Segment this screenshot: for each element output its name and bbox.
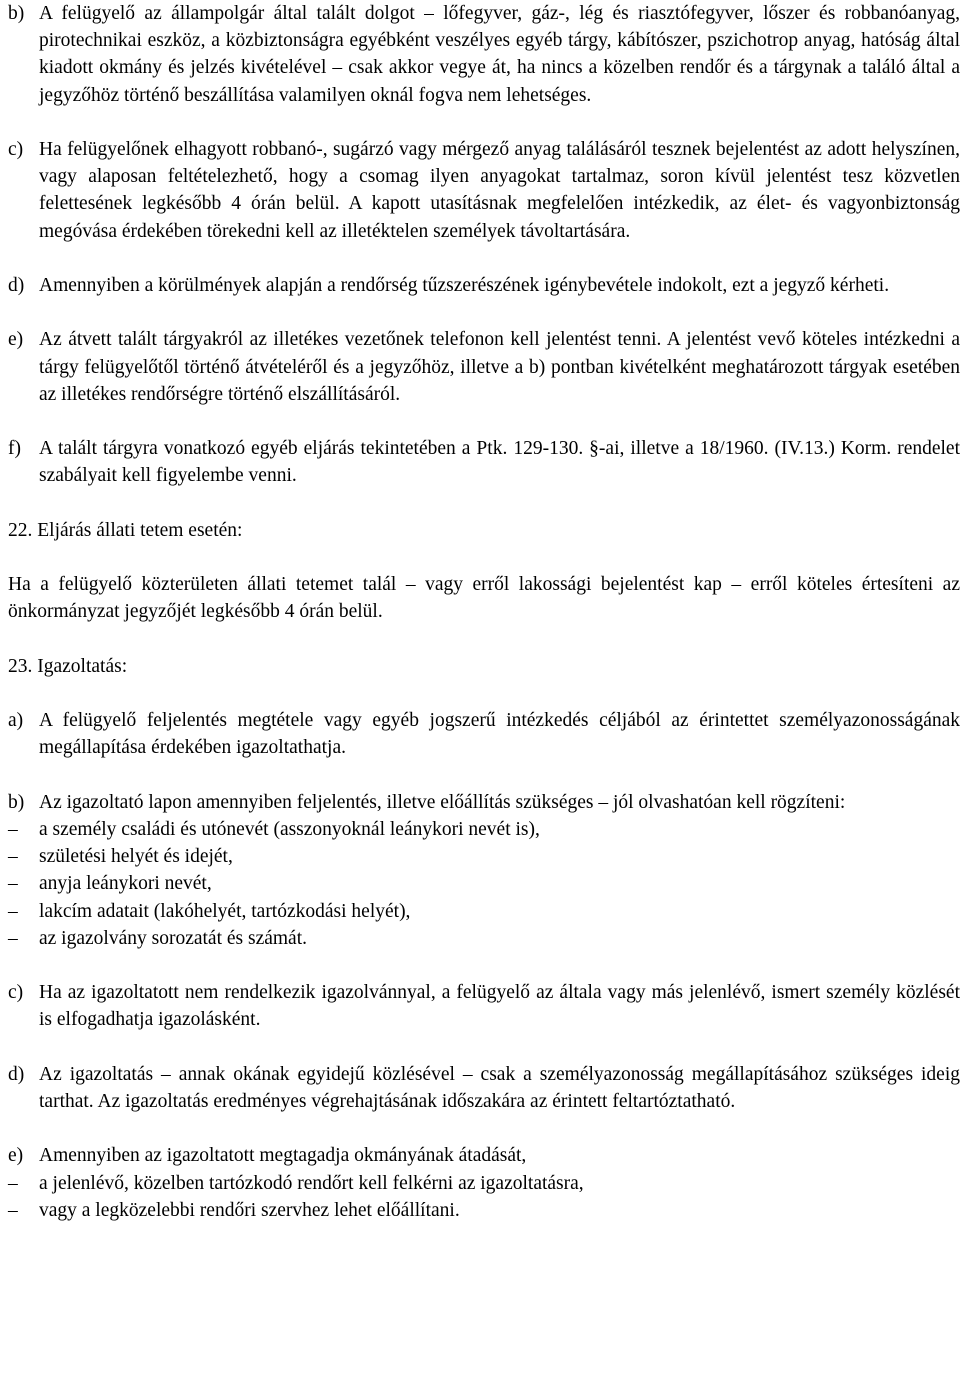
dash-marker: – xyxy=(8,927,18,949)
paragraph-c-hazardous-material xyxy=(8,136,960,245)
list-item-text: vagy a legközelebbi rendőri szervhez lehet előállítani. xyxy=(39,1199,460,1221)
list-item-text: lakcím adatait (lakóhelyét, tartózkodási helyét), xyxy=(39,900,411,922)
list-item xyxy=(8,1197,960,1224)
dash-marker: – xyxy=(8,818,18,840)
paragraph-d-bomb-squad xyxy=(8,272,960,299)
list-marker: d) xyxy=(8,275,25,296)
paragraph-text: A felügyelő az állampolgár által talált dolgot – lőfegyver, gáz-, lég és riasztófegyver, lőszer és robbanóanyag, pirotechnikai eszköz, a közbiztonságra egyébként veszélyes egyéb tárgy, kábítószer, pszichotrop anyag, hatóság által kiadott okmány és jelzés kivételével – csak akkor vegye át, ha nincs a közelben rendőr és a tárgynak a találó által a jegyzőhöz történő beszállítása valamilyen oknál fogva nem lehetséges. xyxy=(39,3,960,106)
paragraph-23c xyxy=(8,979,960,1033)
list-item xyxy=(8,925,960,952)
paragraph-f-procedure xyxy=(8,435,960,489)
section-title: Igazoltatás: xyxy=(37,655,128,677)
paragraph-b-found-items xyxy=(8,0,960,109)
section-number: 23. xyxy=(8,655,33,677)
paragraph-text: Az igazoltató lapon amennyiben feljelentés, illetve előállítás szükséges – jól olvashatóan kell rögzíteni: xyxy=(39,791,846,813)
list-marker: a) xyxy=(8,710,24,732)
list-marker: b) xyxy=(8,3,25,24)
dash-marker: – xyxy=(8,900,18,922)
list-item xyxy=(8,843,960,870)
list-item-text: születési helyét és idejét, xyxy=(39,846,233,868)
list-marker: e) xyxy=(8,329,24,351)
paragraph-text: Amennyiben a körülmények alapján a rendőrség tűzszerészének igénybevétele indokolt, ezt a jegyző kérheti. xyxy=(39,275,890,296)
paragraph-23d xyxy=(8,1061,960,1115)
paragraph-e-reporting xyxy=(8,326,960,408)
section-number: 22. xyxy=(8,519,33,541)
list-marker: c) xyxy=(8,139,24,160)
paragraph-23e xyxy=(8,1142,960,1169)
list-item-text: anyja leánykori nevét, xyxy=(39,873,212,895)
paragraph-text: A talált tárgyra vonatkozó egyéb eljárás tekintetében a Ptk. 129-130. §-ai, illetve a 18/1960. (IV.13.) Korm. rendelet szabályait kell figyelembe venni. xyxy=(39,438,960,487)
list-marker: f) xyxy=(8,438,21,460)
section-23-heading xyxy=(8,653,960,680)
list-item xyxy=(8,816,960,843)
paragraph-text: Ha felügyelőnek elhagyott robbanó-, sugárzó vagy mérgező anyag találásáról tesznek bejelentést az adott helyszínen, vagy alaposan feltételezhető, hogy a csomag ilyen anyagokat tartalmaz, soron kívül jelentést tesz közvetlen felettesének legkésőbb 4 órán belül. A kapott utasításnak megfelelően intézkedik, az élet- és vagyonbiztonság megóvása érdekében törekedni kell az illetéktelen személyek távoltartására. xyxy=(39,139,960,242)
paragraph-23b xyxy=(8,789,960,816)
dash-list-23e xyxy=(8,1170,960,1224)
paragraph-23a xyxy=(8,707,960,761)
list-item-text: a személy családi és utónevét (asszonyoknál leánykori nevét is), xyxy=(39,818,540,840)
list-item-text: az igazolvány sorozatát és számát. xyxy=(39,927,308,949)
dash-marker: – xyxy=(8,1199,18,1221)
list-item xyxy=(8,1170,960,1197)
dash-marker: – xyxy=(8,1172,18,1194)
list-item-text: a jelenlévő, közelben tartózkodó rendőrt kell felkérni az igazoltatásra, xyxy=(39,1172,584,1194)
paragraph-text: Az igazoltatás – annak okának egyidejű közlésével – csak a személyazonosság megállapításához szükséges ideig tarthat. Az igazoltatás eredményes végrehajtásának időszakára az érintett feltartóztatható. xyxy=(39,1063,960,1112)
paragraph-text: Az átvett talált tárgyakról az illetékes vezetőnek telefonon kell jelentést tenni. A jelentést vevő köteles intézkedni a tárgy felügyelőtől történő átvételéről és a jegyzőhöz, illetve a b) pontban kivételként meghatározott tárgyak esetében az illetékes rendőrségre történő elszállításáról. xyxy=(39,329,960,405)
list-marker: d) xyxy=(8,1063,25,1085)
list-marker: b) xyxy=(8,791,25,813)
dash-list-23b xyxy=(8,816,960,952)
dash-marker: – xyxy=(8,846,18,868)
section-22-text: Ha a felügyelő közterületen állati tetemet talál – vagy erről lakossági bejelentést kap – erről köteles értesíteni az önkormányzat jegyzőjét legkésőbb 4 órán belül. xyxy=(8,574,960,623)
section-title: Eljárás állati tetem esetén: xyxy=(37,519,243,541)
paragraph-text: A felügyelő feljelentés megtétele vagy egyéb jogszerű intézkedés céljából az érintettet személyazonosságának megállapítása érdekében igazoltathatja. xyxy=(39,710,960,759)
list-marker: c) xyxy=(8,982,24,1004)
section-22-heading xyxy=(8,517,960,544)
paragraph-text: Ha az igazoltatott nem rendelkezik igazolvánnyal, a felügyelő az általa vagy más jelenlévő, ismert személy közlését is elfogadhatja igazolásként. xyxy=(39,982,960,1031)
dash-marker: – xyxy=(8,873,18,895)
list-item xyxy=(8,870,960,897)
list-marker: e) xyxy=(8,1145,24,1167)
list-item xyxy=(8,898,960,925)
paragraph-text: Amennyiben az igazoltatott megtagadja okmányának átadását, xyxy=(39,1145,527,1167)
